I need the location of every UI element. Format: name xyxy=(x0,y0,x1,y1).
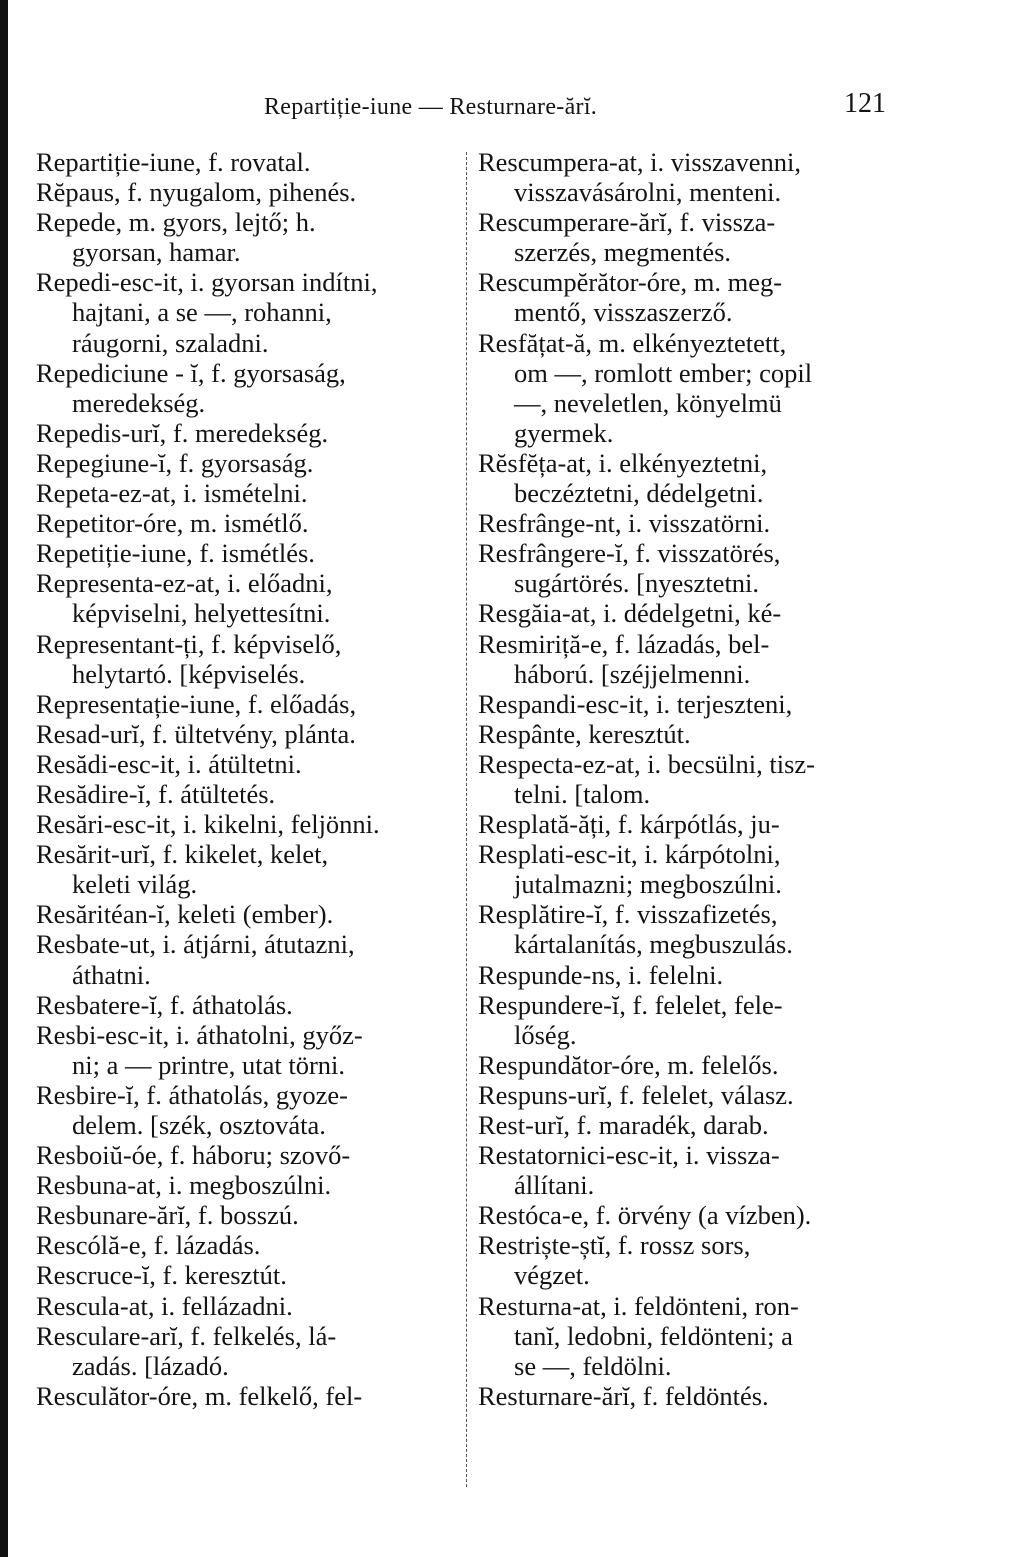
dictionary-entry: Resădire-ĭ, f. átültetés. xyxy=(36,778,276,809)
dictionary-entry: Rĕpaus, f. nyugalom, pihenés. xyxy=(36,177,357,208)
dictionary-entry: Repegiune-ĭ, f. gyorsaság. xyxy=(36,447,314,478)
entry-continuation-line: zadás. [lázadó. xyxy=(72,1350,229,1381)
dictionary-entry: Resturna-at, i. feldönteni, ron- xyxy=(478,1290,799,1321)
entry-continuation-line: keleti világ. xyxy=(72,869,198,900)
entry-continuation-line: hajtani, a se —, rohanni, xyxy=(72,297,332,328)
dictionary-entry: Resbi-esc-it, i. áthatolni, győz- xyxy=(36,1019,363,1050)
dictionary-entry: Respundător-óre, m. felelős. xyxy=(478,1049,779,1080)
entry-continuation-line: gyorsan, hamar. xyxy=(72,237,241,268)
dictionary-entry: Repetiție-iune, f. ismétlés. xyxy=(36,538,315,569)
dictionary-entry: Repartiție-iune, f. rovatal. xyxy=(36,147,311,177)
left-column xyxy=(36,147,454,1411)
dictionary-entry: Resădi-esc-it, i. átültetni. xyxy=(36,748,302,779)
dictionary-entry: Resăritéan-ĭ, keleti (ember). xyxy=(36,899,334,930)
dictionary-entry: Restóca-e, f. örvény (a vízben). xyxy=(478,1200,812,1231)
dictionary-entry: Resturnare-ărĭ, f. feldöntés. xyxy=(478,1380,769,1411)
dictionary-entry: Resboiŭ-óe, f. háboru; szovő- xyxy=(36,1140,351,1171)
entry-continuation-line: mentő, visszaszerző. xyxy=(514,297,733,328)
dictionary-entry: Resad-urĭ, f. ültetvény, plánta. xyxy=(36,718,356,749)
entry-continuation-line: beczéztetni, dédelgetni. xyxy=(514,478,764,509)
dictionary-entry: Respuns-urĭ, f. felelet, válasz. xyxy=(478,1079,794,1110)
dictionary-entry: Resplătire-ĭ, f. visszafizetés, xyxy=(478,899,778,930)
dictionary-entry: Resbate-ut, i. átjárni, átutazni, xyxy=(36,929,355,960)
dictionary-entry: Repedis-urĭ, f. meredekség. xyxy=(36,417,329,448)
entry-continuation-line: delem. [szék, osztováta. xyxy=(72,1110,326,1140)
dictionary-entry: Resbunare-ărĭ, f. bosszú. xyxy=(36,1200,299,1231)
dictionary-entry: Resplată-ăți, f. kárpótlás, ju- xyxy=(478,809,780,840)
entry-continuation-line: sugártörés. [nyesztetni. xyxy=(514,568,760,599)
dictionary-entry: Repediciune - ĭ, f. gyorsaság, xyxy=(36,357,346,388)
entry-continuation-line: tanĭ, ledobni, feldönteni; a xyxy=(514,1320,793,1351)
entry-continuation-line: állítani. xyxy=(514,1170,595,1201)
dictionary-entry: Representa-ez-at, i. előadni, xyxy=(36,568,333,599)
dictionary-entry: Resplati-esc-it, i. kárpótolni, xyxy=(478,839,781,870)
entry-continuation-line: ni; a — printre, utat törni. xyxy=(72,1049,346,1080)
dictionary-entry: Rescumpera-at, i. visszavenni, xyxy=(478,147,802,177)
entry-continuation-line: telni. [talom. xyxy=(514,778,651,809)
entry-continuation-line: gyermek. xyxy=(514,417,614,448)
dictionary-entry: Resmiriță-e, f. lázadás, bel- xyxy=(478,628,770,659)
entry-continuation-line: —, neveletlen, könyelmü xyxy=(514,387,782,418)
entry-continuation-line: végzet. xyxy=(514,1260,590,1291)
binding-edge xyxy=(0,0,8,1557)
entry-continuation-line: om —, romlott ember; copil xyxy=(514,357,813,388)
dictionary-entry: Representant-ți, f. képviselő, xyxy=(36,628,342,659)
entry-continuation-line: képviselni, helyettesítni. xyxy=(72,598,331,629)
dictionary-entry: Resări-esc-it, i. kikelni, feljönni. xyxy=(36,809,380,840)
dictionary-entry: Repeta-ez-at, i. ismételni. xyxy=(36,478,308,509)
dictionary-entry: Rescólă-e, f. lázadás. xyxy=(36,1230,261,1261)
entry-continuation-line: áthatni. xyxy=(72,959,151,990)
dictionary-entry: Respecta-ez-at, i. becsülni, tisz- xyxy=(478,748,815,779)
dictionary-entry: Resgăia-at, i. dédelgetni, ké- xyxy=(478,598,782,629)
dictionary-entry: Resfrângere-ĭ, f. visszatörés, xyxy=(478,538,781,569)
dictionary-entry: Resculător-óre, m. felkelő, fel- xyxy=(36,1380,363,1411)
dictionary-entry: Respundere-ĭ, f. felelet, fele- xyxy=(478,989,783,1020)
dictionary-entry: Resbatere-ĭ, f. áthatolás. xyxy=(36,989,293,1020)
dictionary-entry: Rescumperare-ărĭ, f. vissza- xyxy=(478,207,776,238)
dictionary-entry: Respânte, keresztút. xyxy=(478,718,691,749)
entry-continuation-line: se —, feldölni. xyxy=(514,1350,672,1381)
dictionary-entry: Rĕsfĕța-at, i. elkényeztetni, xyxy=(478,447,768,478)
column-divider xyxy=(466,152,468,1487)
right-column xyxy=(478,147,898,1411)
entry-continuation-line: visszavásárolni, menteni. xyxy=(514,177,782,208)
entry-continuation-line: meredekség. xyxy=(72,387,206,418)
entry-continuation-line: helytartó. [képviselés. xyxy=(72,658,306,689)
page-number: 121 xyxy=(844,88,886,119)
dictionary-entry: Resfățat-ă, m. elkényeztetett, xyxy=(478,327,787,358)
dictionary-entry: Restriște-ștĭ, f. rossz sors, xyxy=(478,1230,751,1261)
dictionary-entry: Resărit-urĭ, f. kikelet, kelet, xyxy=(36,839,329,870)
dictionary-entry: Resbuna-at, i. megboszúlni. xyxy=(36,1170,332,1201)
dictionary-entry: Representație-iune, f. előadás, xyxy=(36,688,357,719)
dictionary-entry: Rescula-at, i. fellázadni. xyxy=(36,1290,293,1321)
entry-continuation-line: kártalanítás, megbuszulás. xyxy=(514,929,793,960)
dictionary-entry: Rescumpĕrător-óre, m. meg- xyxy=(478,267,783,298)
dictionary-entry: Respunde-ns, i. felelni. xyxy=(478,959,724,990)
dictionary-entry: Repede, m. gyors, lejtő; h. xyxy=(36,207,316,238)
entry-continuation-line: ráugorni, szaladni. xyxy=(72,327,269,358)
dictionary-entry: Respandi-esc-it, i. terjeszteni, xyxy=(478,688,793,719)
entry-continuation-line: lőség. xyxy=(514,1019,577,1050)
dictionary-entry: Resculare-arĭ, f. felkelés, lá- xyxy=(36,1320,337,1351)
dictionary-entry: Resfrânge-nt, i. visszatörni. xyxy=(478,508,771,539)
entry-continuation-line: jutalmazni; megboszúlni. xyxy=(514,869,782,900)
dictionary-entry: Repedi-esc-it, i. gyorsan indítni, xyxy=(36,267,378,298)
dictionary-entry: Repetitor-óre, m. ismétlő. xyxy=(36,508,309,539)
dictionary-entry: Restatornici-esc-it, i. vissza- xyxy=(478,1140,780,1171)
entry-continuation-line: háború. [széjjelmenni. xyxy=(514,658,751,689)
entry-continuation-line: szerzés, megmentés. xyxy=(514,237,732,268)
dictionary-entry: Rest-urĭ, f. maradék, darab. xyxy=(478,1110,769,1140)
running-header: Repartiție-iune — Resturnare-ărĭ. xyxy=(264,94,598,120)
dictionary-entry: Rescruce-ĭ, f. keresztút. xyxy=(36,1260,287,1291)
dictionary-entry: Resbire-ĭ, f. áthatolás, gyoze- xyxy=(36,1079,348,1110)
